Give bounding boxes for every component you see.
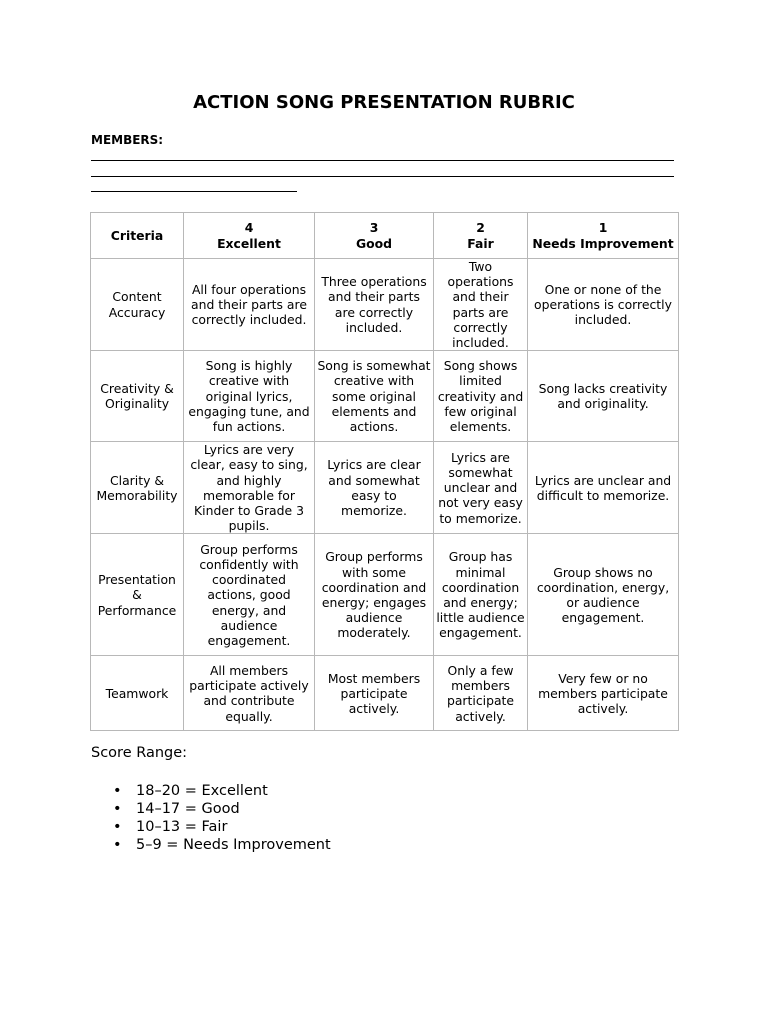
list-item: [91, 800, 331, 818]
column-header-criteria: [91, 213, 184, 259]
good-cell: Three operations and their parts are correctly included.: [315, 259, 434, 351]
good-cell: Lyrics are clear and somewhat easy to memorize.: [315, 442, 434, 534]
header-score: 2: [476, 220, 485, 236]
fair-cell: Lyrics are somewhat unclear and not very easy to memorize.: [434, 442, 528, 534]
column-header-good: [315, 213, 434, 259]
score-range-item: 18–20 = Excellent: [136, 783, 268, 799]
members-blank-line: [91, 191, 297, 192]
criteria-cell: Creativity & Originality: [91, 351, 184, 442]
header-score: 3: [369, 220, 379, 236]
fair-cell: Group has minimal coordination and energy; little audience engagement.: [434, 534, 528, 656]
excellent-cell: All four operations and their parts are correctly included.: [184, 259, 315, 351]
table-row: [91, 656, 679, 731]
table-row: [91, 534, 679, 656]
header-row: [91, 213, 679, 259]
good-cell: Song is somewhat creative with some original elements and actions.: [315, 351, 434, 442]
list-item: [91, 782, 331, 800]
header-label: Good: [355, 235, 393, 251]
members-blank-line: [91, 176, 674, 177]
criteria-cell: Teamwork: [91, 656, 184, 731]
criteria-cell: Content Accuracy: [91, 259, 184, 351]
list-item: [91, 818, 331, 836]
bullet-icon: •: [113, 819, 122, 835]
good-cell: Most members participate actively.: [315, 656, 434, 731]
table-row: [91, 259, 679, 351]
fair-cell: Two operations and their parts are correctly included.: [434, 259, 528, 351]
needs-improvement-cell: Song lacks creativity and originality.: [528, 351, 679, 442]
header-label: Fair: [467, 235, 494, 251]
excellent-cell: All members participate actively and contribute equally.: [184, 656, 315, 731]
bullet-icon: •: [113, 837, 122, 853]
fair-cell: Only a few members participate actively.: [434, 656, 528, 731]
column-header-excellent: [184, 213, 315, 259]
excellent-cell: Lyrics are very clear, easy to sing, and highly memorable for Kinder to Grade 3 pupils.: [184, 442, 315, 534]
criteria-cell: Clarity & Memorability: [91, 442, 184, 534]
good-cell: Group performs with some coordination and energy; engages audience moderately.: [315, 534, 434, 656]
needs-improvement-cell: One or none of the operations is correctly included.: [528, 259, 679, 351]
bullet-icon: •: [113, 801, 122, 817]
excellent-cell: Song is highly creative with original lyrics, engaging tune, and fun actions.: [184, 351, 315, 442]
criteria-cell: Presentation & Performance: [91, 534, 184, 656]
table-row: [91, 442, 679, 534]
header-score: 1: [598, 220, 608, 236]
members-blank-line: [91, 160, 674, 161]
table-row: [91, 351, 679, 442]
page-title: ACTION SONG PRESENTATION RUBRIC: [193, 92, 575, 113]
needs-improvement-cell: Group shows no coordination, energy, or audience engagement.: [528, 534, 679, 656]
rubric-table: [90, 212, 679, 731]
needs-improvement-cell: Lyrics are unclear and difficult to memorize.: [528, 442, 679, 534]
header-label: Excellent: [217, 235, 281, 251]
header-label: Criteria: [110, 227, 164, 243]
header-score: 4: [244, 220, 254, 236]
excellent-cell: Group performs confidently with coordinated actions, good energy, and audience engagement.: [184, 534, 315, 656]
score-range-item: 5–9 = Needs Improvement: [136, 837, 331, 853]
fair-cell: Song shows limited creativity and few original elements.: [434, 351, 528, 442]
score-range-item: 10–13 = Fair: [136, 819, 228, 835]
header-label: Needs Improvement: [532, 235, 674, 251]
score-range-heading: Score Range:: [91, 745, 188, 761]
score-range-list: [91, 782, 331, 854]
bullet-icon: •: [113, 783, 122, 799]
score-range-item: 14–17 = Good: [136, 801, 240, 817]
list-item: [91, 836, 331, 854]
column-header-needs-improvement: [528, 213, 679, 259]
members-label: MEMBERS:: [91, 133, 164, 147]
column-header-fair: [434, 213, 528, 259]
needs-improvement-cell: Very few or no members participate actively.: [528, 656, 679, 731]
